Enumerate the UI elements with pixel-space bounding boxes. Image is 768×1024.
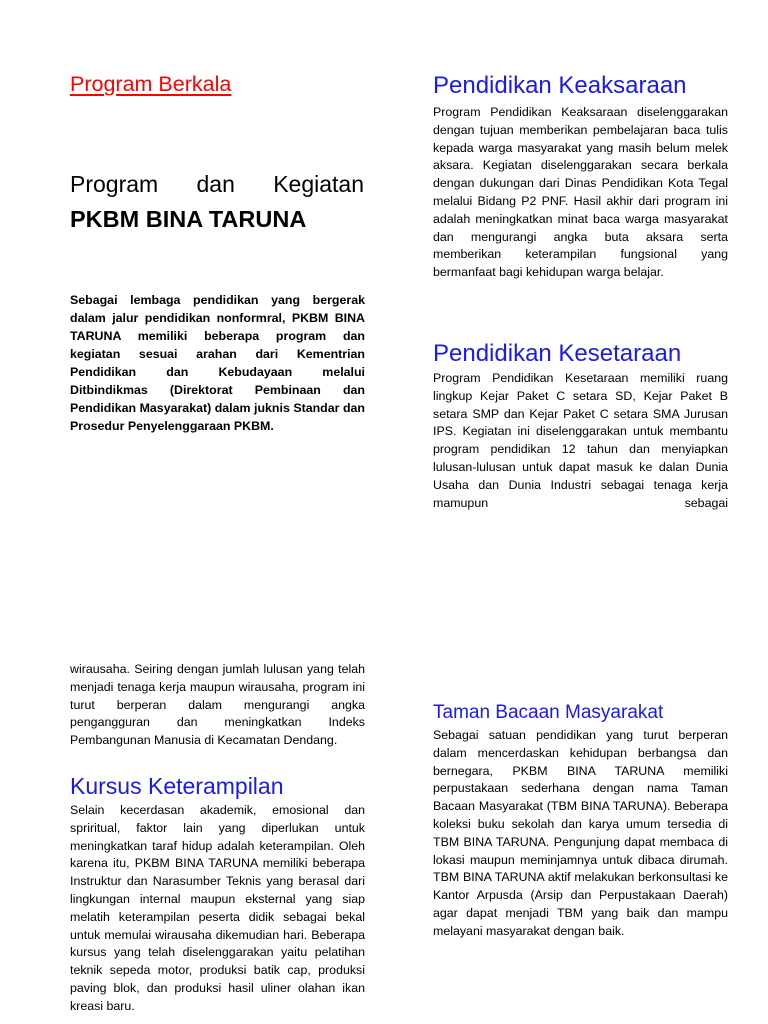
intro-paragraph: Sebagai lembaga pendidikan yang bergerak dalam jalur pendidikan nonformral, PKBM BINA TARUNA memiliki beberapa program dan kegiatan sesuai arahan dari Kementrian Pendidikan dan Kebudayaan melalui Ditbindikmas (Direktorat Pembinaan dan Pendidikan Masyarakat) dalam juknis Standar dan Prosedur Penyelenggaraan PKBM. <box>70 293 365 433</box>
title-line-2: PKBM BINA TARUNA <box>70 206 307 232</box>
kursus-heading: Kursus Keterampilan <box>70 773 284 799</box>
kesetaraan-paragraph-continued: wirausaha. Seiring dengan jumlah lulusan yang telah menjadi tenaga kerja maupun wirausaha, program ini turut berperan dalam mengurangi angka pengangguran dan meningkatkan Indeks Pembangunan Manusia di Kecamatan Dendang. <box>70 662 365 748</box>
tbm-paragraph: Sebagai satuan pendidikan yang turut berperan dalam mencerdaskan kehidupan berbangsa dan bernegara, PKBM BINA TARUNA memiliki perpustakaan sederhana dengan nama Taman Bacaan Masyarakat (TBM BINA TARUNA). Beberapa koleksi buku sekolah dan karya umum tersedia di TBM BINA TARUNA. Pengunjung dapat membaca di lokasi maupun meminjamnya untuk dibaca dirumah. TBM BINA TARUNA aktif melakukan berkonsultasi ke Kantor Arpusda (Arsip dan Perpustakaan Daerah) agar dapat menjadi TBM yang baik dan mampu melayani masyarakat dengan baik. <box>433 728 728 938</box>
kursus-paragraph: Selain kecerdasan akademik, emosional dan spriritual, faktor lain yang diperlukan untuk meningkatkan taraf hidup adalah keterampilan. Oleh karena itu, PKBM BINA TARUNA memiliki beberapa Instruktur dan Narasumber Teknis yang berasal dari lingkungan internal maupun eksternal yang siap melatih keterampilan peserta didik sebagai bekal untuk memulai wirausaha dikemudian hari. Beberapa kursus yang telah diselenggarakan yaitu pelatihan teknik sepeda motor, produksi batik cap, produksi paving blok, dan produksi hasil uliner olahan ikan kreasi baru. <box>70 803 365 1013</box>
keaksaraan-heading: Pendidikan Keaksaraan <box>433 72 687 99</box>
title-line-1: Program dan Kegiatan <box>70 171 364 197</box>
keaksaraan-paragraph: Program Pendidikan Keaksaraan diselenggarakan dengan tujuan memberikan pembelajaran baca tulis kepada warga masyarakat yang masih belum melek aksara. Kegiatan diselenggarakan secara berkala dengan dukungan dari Dinas Pendidikan Kota Tegal melalui Bidang P2 PNF. Hasil akhir dari program ini adalah meningkatkan minat baca warga masyarakat dan mengurangi angka buta aksara serta memberikan keterampilan fungsional yang bermanfaat bagi kehidupan warga belajar. <box>433 105 728 280</box>
program-berkala-heading: Program Berkala <box>70 72 232 96</box>
kesetaraan-paragraph: Program Pendidikan Kesetaraan memiliki ruang lingkup Kejar Paket C setara SD, Kejar Paket B setara SMP dan Kejar Paket C setara SMA Jurusan IPS. Kegiatan ini diselenggarakan untuk membantu program pendidikan 12 tahun dan menyiapkan lulusan-lulusan untuk dapat masuk ke dalan Dunia Usaha dan Dunia Industri sebagai tenaga kerja mamupun sebagai <box>433 371 728 510</box>
tbm-heading: Taman Bacaan Masyarakat <box>433 702 664 723</box>
kesetaraan-heading: Pendidikan Kesetaraan <box>433 340 682 367</box>
